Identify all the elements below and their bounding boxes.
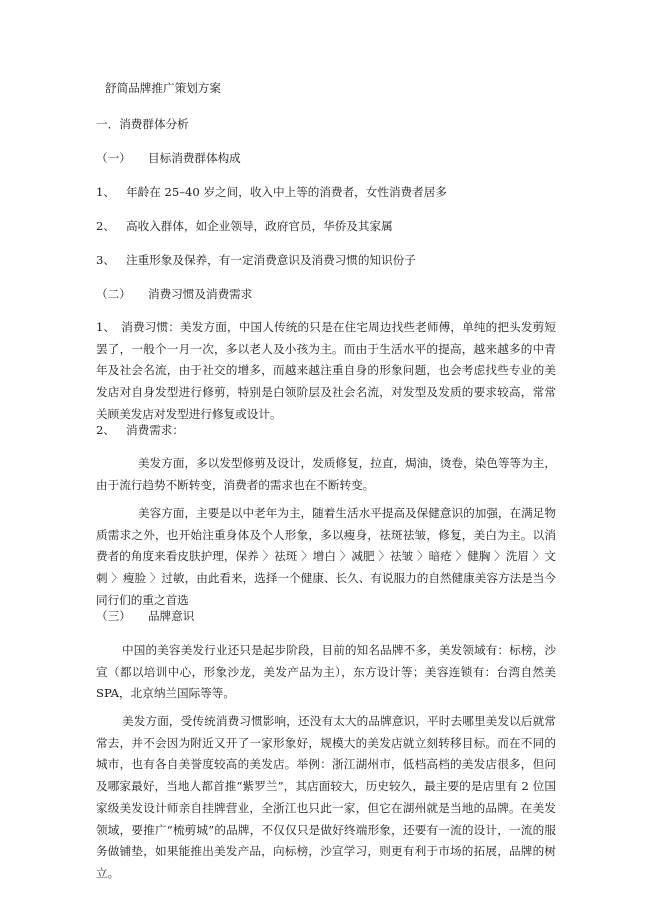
- subsection-label: 消费习惯及消费需求: [148, 287, 253, 301]
- paragraph-brand-landscape: 中国的美容美发行业还只是起步阶段，目前的知名品牌不多，美发领域有：标榜，沙宣（都以培训中心，形象沙龙，美发产品为主），东方设计等；美容连锁有：台湾自然美SPA，北京纳兰国际等等。: [96, 643, 556, 701]
- list-item-number: 1、: [96, 185, 115, 199]
- list-item-text: 注重形象及保养，有一定消费意识及消费习惯的知识份子: [126, 253, 416, 267]
- list-item-number: 3、: [96, 253, 115, 267]
- list-item: [96, 422, 496, 438]
- subsection-number: （一）: [96, 151, 131, 165]
- list-item-text: 年龄在 25–40 岁之间，收入中上等的消费者，女性消费者居多: [126, 185, 447, 199]
- paragraph-beauty-demand: 美容方面，主要是以中老年为主，随着生活水平提高及保健意识的加强，在满足物质需求之外，也开始注重身体及个人形象，多以瘦身，祛斑祛皱，修复，美白为主。以消费者的角度来看皮肤护理，保养 〉祛斑 〉增白 〉减肥 〉祛皱 〉暗疮 〉健胸 〉洗眉 〉文刺 〉瘦脸 〉过敏，由此看来，选择一个健康、长久、有说服力的自然健康美容方法是当今同行们的重之首选: [96, 506, 556, 607]
- paragraph-hair-demand: 美发方面，多以发型修剪及设计，发质修复，拉直，焗油，烫卷，染色等等为主，由于流行趋势不断转变，消费者的需求也在不断转变。: [96, 456, 556, 492]
- paragraph-brand-awareness: 美发方面，受传统消费习惯影响，还没有太大的品牌意识，平时去哪里美发以后就常常去，并不会因为附近又开了一家形象好，规模大的美发店就立刻转移目标。而在不同的城市，也有各自美誉度较高的美发店。举例：浙江湖州市，低档高档的美发店很多，但问及哪家最好，当地人都首推“紫罗兰”，其店面较大，历史较久，最主要的是店里有 2 位国家级美发设计师亲自挂牌营业，全浙江也只此一家，但它在湖州就是当地的品牌。在美发领域，要推广“梳剪城”的品牌，不仅仅只是做好终端形象，还要有一流的设计，一流的服务做铺垫，如果能推出美发产品，向标榜，沙宣学习，则更有利于市场的拓展，品牌的树立。: [96, 714, 556, 880]
- section-heading: 一．消费群体分析: [96, 117, 189, 131]
- list-item-number: 2、: [96, 219, 115, 233]
- list-item-text: 高收入群体，如企业领导，政府官员，华侨及其家属: [126, 219, 393, 233]
- subsection-number: （二）: [96, 287, 131, 301]
- subsection-label: 目标消费群体构成: [148, 151, 241, 165]
- paragraph-consumption-habits: 1、 消费习惯：美发方面，中国人传统的只是在住宅周边找些老师傅，单纯的把头发剪短罢了，一般个一月一次，多以老人及小孩为主。而由于生活水平的提高，越来越多的中青年及社会名流，由于社交的增多，而越来越注重自身的形象问题，也会考虑找些专业的美发店对自身发型进行修剪，特别是白领阶层及社会名流，对发型及发质的要求较高，常常关顾美发店对发型进行修复或设计。: [96, 320, 556, 421]
- list-item-number: 2、: [96, 423, 115, 437]
- subsection-label: 品牌意识: [148, 609, 195, 623]
- list-item-text: 消费需求：: [126, 423, 184, 437]
- document-title: 舒简品牌推广策划方案: [105, 81, 221, 95]
- subsection-number: （三）: [96, 609, 131, 623]
